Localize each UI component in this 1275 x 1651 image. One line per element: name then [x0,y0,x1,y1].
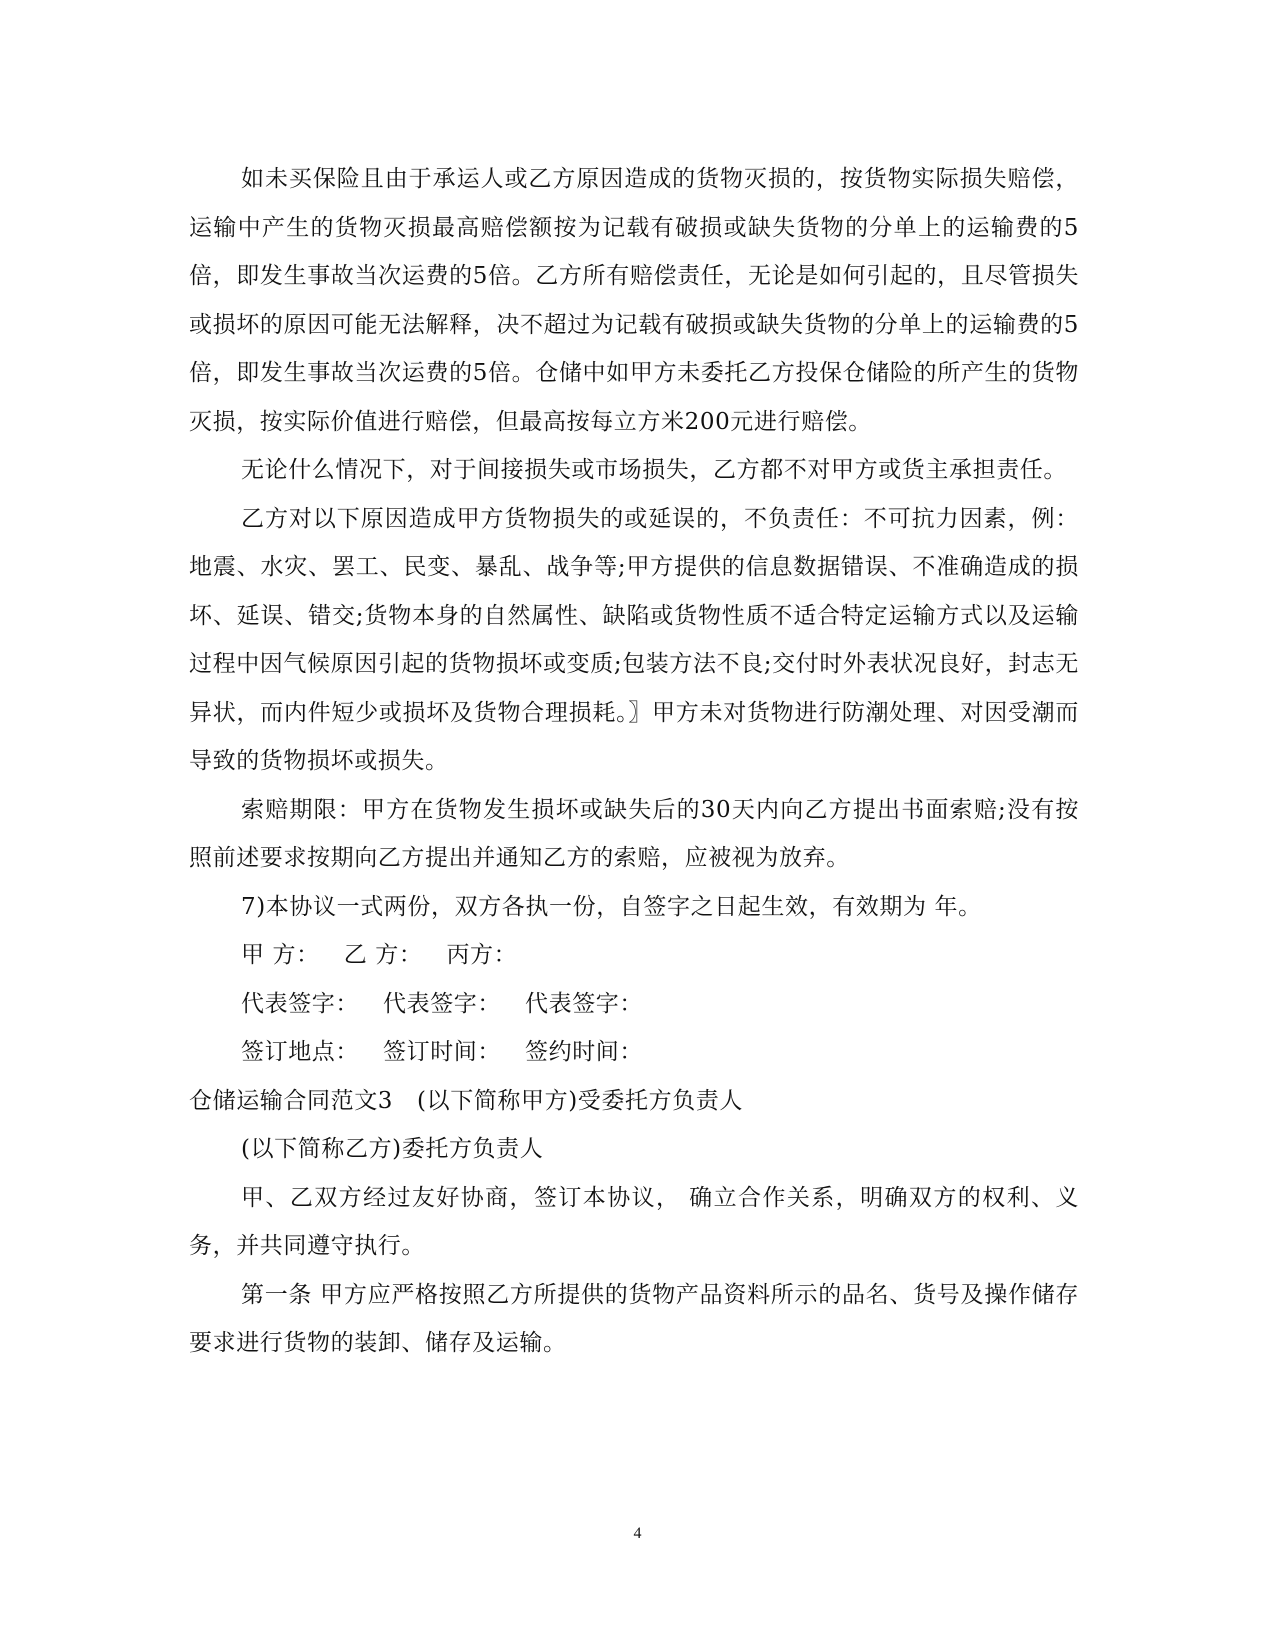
paragraph-claim-period: 索赔期限：甲方在货物发生损坏或缺失后的30天内向乙方提出书面索赔;没有按照前述要求按期向乙方提出并通知乙方的索赔，应被视为放弃。 [189,796,1079,871]
time-label: 签订时间： [383,1039,501,1065]
signature-place-time-line [189,1028,1079,1077]
sign-a-label: 代表签字： [241,990,359,1017]
signature-representatives-line [189,980,1079,1029]
page-number: 4 [633,1525,642,1542]
section-title: 仓储运输合同范文3 [189,1087,394,1114]
signature-parties-line [189,931,1079,980]
sign-b-label: 代表签字： [383,990,501,1017]
paragraph-indirect-loss: 无论什么情况下，对于间接损失或市场损失，乙方都不对甲方或货主承担责任。 [241,457,1067,483]
party-a-definition: (以下简称甲方)受委托方负责人 [417,1087,743,1114]
paragraph-compensation: 如未买保险且由于承运人或乙方原因造成的货物灭损的，按货物实际损失赔偿，运输中产生的货物灭损最高赔偿额按为记载有破损或缺失货物的分单上的运输费的5倍，即发生事故当次运费的5倍。乙方所有赔偿责任，无论是如何引起的，且尽管损失或损坏的原因可能无法解释，决不超过为记载有破损或缺失货物的分单上的运输费的5倍，即发生事故当次运费的5倍。仓储中如甲方未委托乙方投保仓储险的所产生的货物灭损，按实际价值进行赔偿，但最高按每立方米200元进行赔偿。 [189,166,1079,435]
party-a-label: 甲 方： [241,942,320,968]
party-c-label: 丙方： [446,942,518,968]
document-body [189,155,1079,1368]
party-b-label: 乙 方： [343,942,423,968]
paragraph-article-one: 第一条 甲方应严格按照乙方所提供的货物产品资料所示的品名、货号及操作储存要求进行货物的装卸、储存及运输。 [189,1281,1079,1356]
contract-time-label: 签约时间： [525,1039,643,1065]
place-label: 签订地点： [241,1039,359,1065]
section-heading-line [189,1077,1079,1126]
sign-c-label: 代表签字： [525,990,643,1017]
party-b-definition: (以下简称乙方)委托方负责人 [241,1136,544,1162]
paragraph-copies: 7)本协议一式两份，双方各执一份，自签字之日起生效，有效期为 年。 [241,893,982,920]
paragraph-exemptions: 乙方对以下原因造成甲方货物损失的或延误的，不负责任：不可抗力因素，例：地震、水灾、罢工、民变、暴乱、战争等;甲方提供的信息数据错误、不准确造成的损坏、延误、错交;货物本身的自然属性、缺陷或货物性质不适合特定运输方式以及运输过程中因气候原因引起的货物损坏或变质;包装方法不良;交付时外表状况良好，封志无异状，而内件短少或损坏及货物合理损耗。〗甲方未对货物进行防潮处理、对因受潮而导致的货物损坏或损失。 [189,505,1079,774]
paragraph-agreement: 甲、乙双方经过友好协商，签订本协议， 确立合作关系，明确双方的权利、义务，并共同遵守执行。 [189,1184,1079,1259]
